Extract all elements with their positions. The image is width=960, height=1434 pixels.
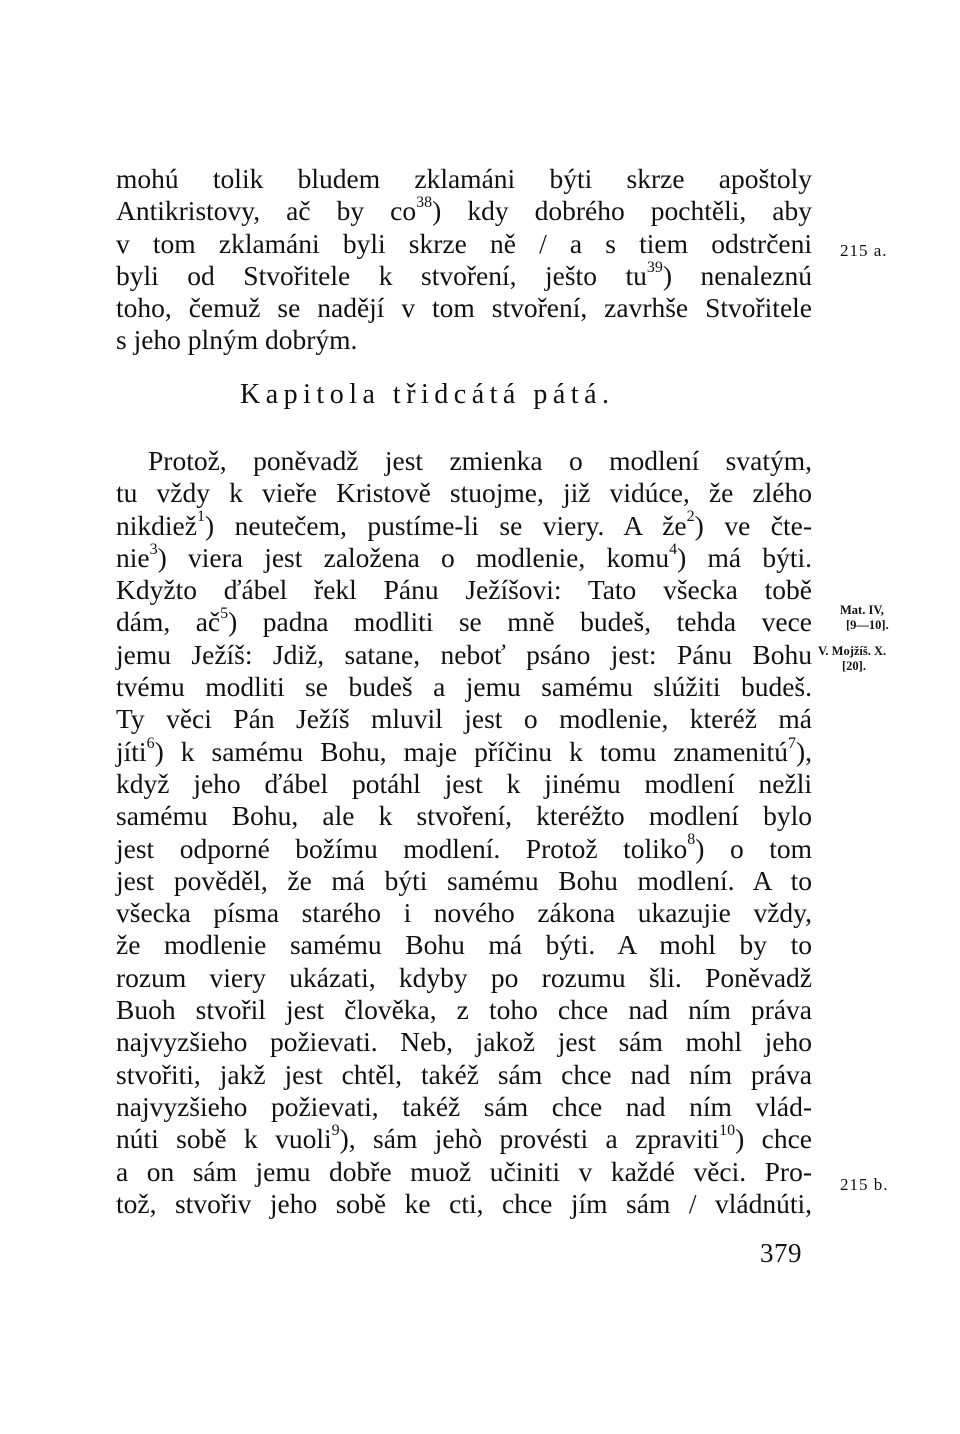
text-line: najvyzšieho požievati. Neb, jakož jest sám mohl jeho: [116, 1026, 812, 1058]
text-line: nikdiež$^1$) neutečem, pustíme-li se viery. A $že^2$) ve čte-: [116, 508, 812, 541]
margin-reference-verses: [9—10].: [846, 618, 889, 632]
footnote-marker: 39: [646, 258, 663, 276]
margin-reference-matthew: [840, 603, 889, 633]
text-line: Buoh stvořil jest člověka, z toho chce nad ním práva: [116, 994, 812, 1026]
text-line: jest pověděl, že má býti samému Bohu modlení. A to: [116, 864, 812, 896]
chapter-heading: Kapitola třidcátá pátá.: [240, 379, 615, 410]
text-line: dám, $ač^5$) padna modliti se mně budeš, tehda vece: [116, 605, 812, 638]
text-line: byli od Stvořitele k stvoření, ješto $tu^{39}$) nenaleznú: [116, 258, 812, 291]
footnote-marker: 8: [687, 831, 696, 849]
text-line: když jeho ďábel potáhl jest k jinému modlení nežli: [116, 767, 812, 799]
text-line: nie$^3$) viera jest založena o modlenie, komu$^4$) má býti.: [116, 540, 812, 573]
text-line: všecka písma starého i nového zákona ukazujie vždy,: [116, 897, 812, 929]
footnote-marker: 2: [686, 508, 695, 526]
text-line: Antikristovy, ač by $co^{38}$) kdy dobrého pochtěli, aby: [116, 194, 812, 227]
text-line: rozum viery ukázati, kdyby po rozumu šli. Poněvadž: [116, 961, 812, 993]
text-line: jest odporné božímu modlení. Protož toliko$^8$) o tom: [116, 831, 812, 864]
page-number: 379: [760, 1238, 802, 1268]
text-line: Kdyžto ďábel řekl Pánu Ježíšovi: Tato všecka tobě: [116, 574, 812, 606]
text-line: s jeho plným dobrým.: [116, 324, 358, 356]
footnote-marker: 10: [719, 1122, 736, 1140]
footnote-marker: 38: [416, 194, 433, 212]
text-line: najvyzšieho požievati, takéž sám chce nad ním vlád-: [116, 1090, 812, 1122]
text-line: a on sám jemu dobře muož učiniti v každé věci. Pro-: [116, 1155, 812, 1187]
text-line: tož, stvořiv jeho sobě ke cti, chce jím sám / vládnúti,: [116, 1187, 812, 1219]
text-line: v tom zklamáni byli skrze ně / a s tiem odstrčeni: [116, 227, 812, 259]
text-line: jemu Ježíš: Jdiž, satane, neboť psáno jest: Pánu Bohu: [116, 638, 812, 670]
text-line: núti sobě k vuoli$^9$), sám jehò provésti a zpraviti$^{10}$) chce: [116, 1122, 812, 1155]
footnote-marker: 6: [146, 734, 155, 752]
text-line: mohú tolik bludem zklamáni býti skrze apoštoly: [116, 163, 812, 194]
text-line: že modlenie samému Bohu má býti. A mohl by to: [116, 929, 812, 961]
text-line: stvořiti, jakž jest chtěl, takéž sám chce nad ním práva: [116, 1058, 812, 1090]
margin-reference-title: Mat. IV,: [840, 603, 884, 617]
paragraph-chapter: [116, 445, 812, 1220]
text-line: Ty věci Pán Ježíš mluvil jest o modlenie, kteréž má: [116, 703, 812, 735]
footnote-marker: 7: [787, 734, 796, 752]
margin-folio-215a: 215 a.: [840, 241, 888, 260]
margin-folio-215b: 215 b.: [840, 1175, 889, 1194]
text-line: Protož, poněvadž jest zmienka o modlení svatým,: [148, 445, 812, 476]
margin-reference-moses: [818, 644, 886, 674]
text-line: tvému modliti se budeš a jemu samému slúžiti budeš.: [116, 671, 812, 703]
paragraph-continued: [116, 163, 812, 357]
text-line: tu vždy k vieře Kristově stuojme, již vidúce, že zlého: [116, 477, 812, 509]
footnote-marker: 4: [669, 540, 678, 558]
margin-reference-title: V. Mojžíš. X.: [818, 644, 887, 658]
footnote-marker: 3: [149, 540, 158, 558]
text-line: samému Bohu, ale k stvoření, kteréžto modlení bylo: [116, 800, 812, 832]
footnote-marker: 9: [331, 1122, 340, 1140]
footnote-marker: 5: [220, 605, 229, 623]
text-line: toho, čemuž se nadějí v tom stvoření, zavrhše Stvořitele: [116, 292, 812, 324]
footnote-marker: 1: [196, 508, 205, 526]
text-line: jíti$^6$) k samému Bohu, maje příčinu k tomu znamenitú$^7$),: [116, 734, 812, 767]
margin-reference-verses: [20].: [842, 659, 866, 673]
